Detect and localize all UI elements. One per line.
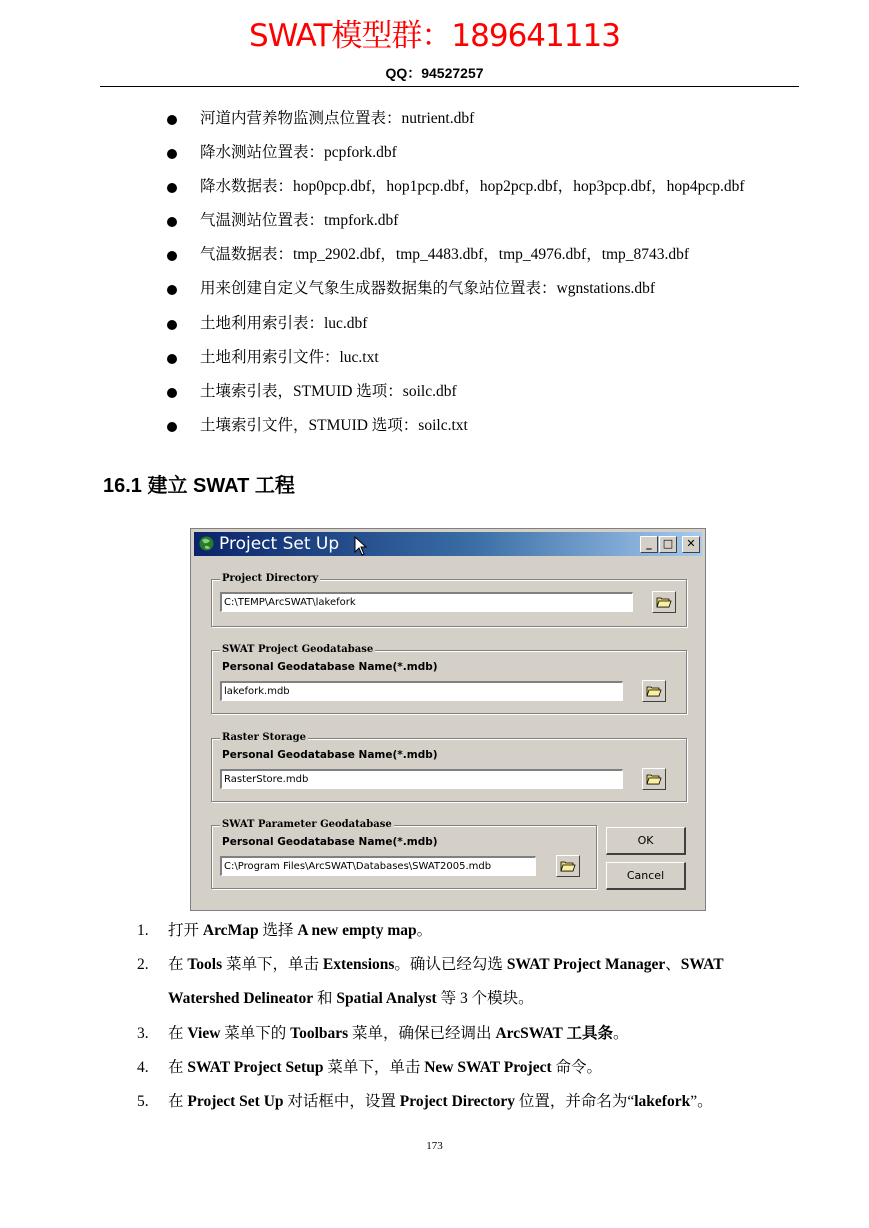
parameter-gdb-input[interactable]: C:\Program Files\ArcSWAT\Databases\SWAT2005.mdb	[220, 856, 536, 876]
bullet-dot-icon	[167, 115, 177, 125]
group-label: Project Directory	[222, 573, 319, 584]
gdb-name-label: Personal Geodatabase Name(*.mdb)	[222, 836, 438, 848]
step-text: 在 Tools 菜单下，单击 Extensions。确认已经勾选 SWAT Project Manager、SWAT	[168, 956, 724, 974]
project-directory-group	[211, 573, 687, 627]
list-item-text: 土壤索引文件，STMUID 选项：soilc.txt	[200, 416, 468, 434]
step-item	[0, 1089, 869, 1123]
list-item-text: 降水测站位置表：pcpfork.dbf	[200, 144, 397, 162]
section-heading: 16.1 建立 SWAT 工程	[103, 475, 295, 497]
list-item-text: 土地利用索引文件：luc.txt	[200, 348, 379, 366]
swat-parameter-gdb-group	[211, 819, 597, 889]
list-item	[0, 208, 869, 242]
step-list	[0, 918, 869, 1123]
list-item-text: 用来创建自定义气象生成器数据集的气象站位置表：wgnstations.dbf	[200, 280, 656, 298]
list-item-text: 土地利用索引表：luc.dbf	[200, 314, 368, 332]
list-item-text: 气温数据表：tmp_2902.dbf，tmp_4483.dbf，tmp_4976.dbf，tmp_8743.dbf	[200, 246, 690, 264]
step-number: 4.	[137, 1058, 149, 1076]
page-number: 173	[426, 1140, 443, 1152]
list-item	[0, 345, 869, 379]
bullet-dot-icon	[167, 320, 177, 330]
list-item	[0, 379, 869, 413]
list-item	[0, 106, 869, 140]
bullet-dot-icon	[167, 285, 177, 295]
bullet-dot-icon	[167, 354, 177, 364]
close-button[interactable]: ✕	[682, 536, 700, 553]
browse-parameter-gdb-button[interactable]	[556, 855, 580, 877]
step-item	[0, 918, 869, 952]
group-label: Raster Storage	[222, 732, 306, 743]
bullet-dot-icon	[167, 251, 177, 261]
bullet-dot-icon	[167, 422, 177, 432]
raster-storage-input[interactable]: RasterStore.mdb	[220, 769, 623, 789]
step-item	[0, 1055, 869, 1089]
bullet-dot-icon	[167, 149, 177, 159]
bullet-list	[0, 106, 869, 447]
project-directory-input[interactable]: C:\TEMP\ArcSWAT\lakefork	[220, 592, 633, 612]
step-number: 3.	[137, 1024, 149, 1042]
dialog-titlebar[interactable]	[194, 532, 702, 556]
step-item	[0, 952, 869, 986]
swat-project-gdb-group	[211, 644, 687, 714]
header-title: SWAT模型群：189641113	[249, 18, 620, 54]
bullet-dot-icon	[167, 217, 177, 227]
step-item	[0, 1021, 869, 1055]
step-text: Watershed Delineator 和 Spatial Analyst 等 3 个模块。	[168, 990, 534, 1008]
maximize-button[interactable]: □	[659, 536, 677, 553]
list-item	[0, 242, 869, 276]
list-item-text: 降水数据表：hop0pcp.dbf，hop1pcp.dbf，hop2pcp.dbf，hop3pcp.dbf，hop4pcp.dbf	[200, 178, 745, 196]
open-folder-icon	[560, 859, 576, 873]
ok-button[interactable]: OK	[606, 827, 686, 855]
group-label: SWAT Parameter Geodatabase	[222, 819, 392, 830]
step-number: 2.	[137, 956, 149, 974]
list-item	[0, 276, 869, 310]
list-item-text: 土壤索引表，STMUID 选项：soilc.dbf	[200, 382, 457, 400]
list-item	[0, 413, 869, 447]
step-number: 5.	[137, 1092, 149, 1110]
project-setup-dialog	[190, 528, 706, 911]
arcswat-globe-icon	[198, 535, 215, 552]
browse-raster-storage-button[interactable]	[642, 768, 666, 790]
bullet-dot-icon	[167, 388, 177, 398]
list-item	[0, 174, 869, 208]
gdb-name-label: Personal Geodatabase Name(*.mdb)	[222, 661, 438, 673]
cancel-button[interactable]: Cancel	[606, 862, 686, 890]
open-folder-icon	[656, 595, 672, 609]
browse-project-directory-button[interactable]	[652, 591, 676, 613]
dialog-title: Project Set Up	[219, 534, 340, 554]
group-label: SWAT Project Geodatabase	[222, 644, 374, 655]
header-rule	[100, 86, 799, 87]
step-text: 在 SWAT Project Setup 菜单下，单击 New SWAT Project 命令。	[168, 1058, 603, 1076]
project-gdb-input[interactable]: lakefork.mdb	[220, 681, 623, 701]
header-qq: QQ：94527257	[385, 65, 484, 81]
step-number: 1.	[137, 922, 149, 939]
gdb-name-label: Personal Geodatabase Name(*.mdb)	[222, 749, 438, 761]
step-text: 打开 ArcMap 选择 A new empty map。	[168, 922, 433, 939]
list-item-text: 气温测站位置表：tmpfork.dbf	[200, 212, 399, 230]
browse-project-gdb-button[interactable]	[642, 680, 666, 702]
list-item	[0, 311, 869, 345]
list-item	[0, 140, 869, 174]
bullet-dot-icon	[167, 183, 177, 193]
open-folder-icon	[646, 684, 662, 698]
raster-storage-group	[211, 732, 687, 802]
minimize-button[interactable]: _	[640, 536, 658, 553]
step-item-continued	[0, 986, 869, 1020]
list-item-text: 河道内营养物监测点位置表：nutrient.dbf	[200, 110, 475, 127]
step-text: 在 View 菜单下的 Toolbars 菜单，确保已经调出 ArcSWAT 工具条。	[168, 1024, 629, 1042]
step-text: 在 Project Set Up 对话框中，设置 Project Directory 位置，并命名为“lakefork”。	[168, 1092, 713, 1110]
mouse-cursor-icon	[354, 536, 368, 556]
open-folder-icon	[646, 772, 662, 786]
